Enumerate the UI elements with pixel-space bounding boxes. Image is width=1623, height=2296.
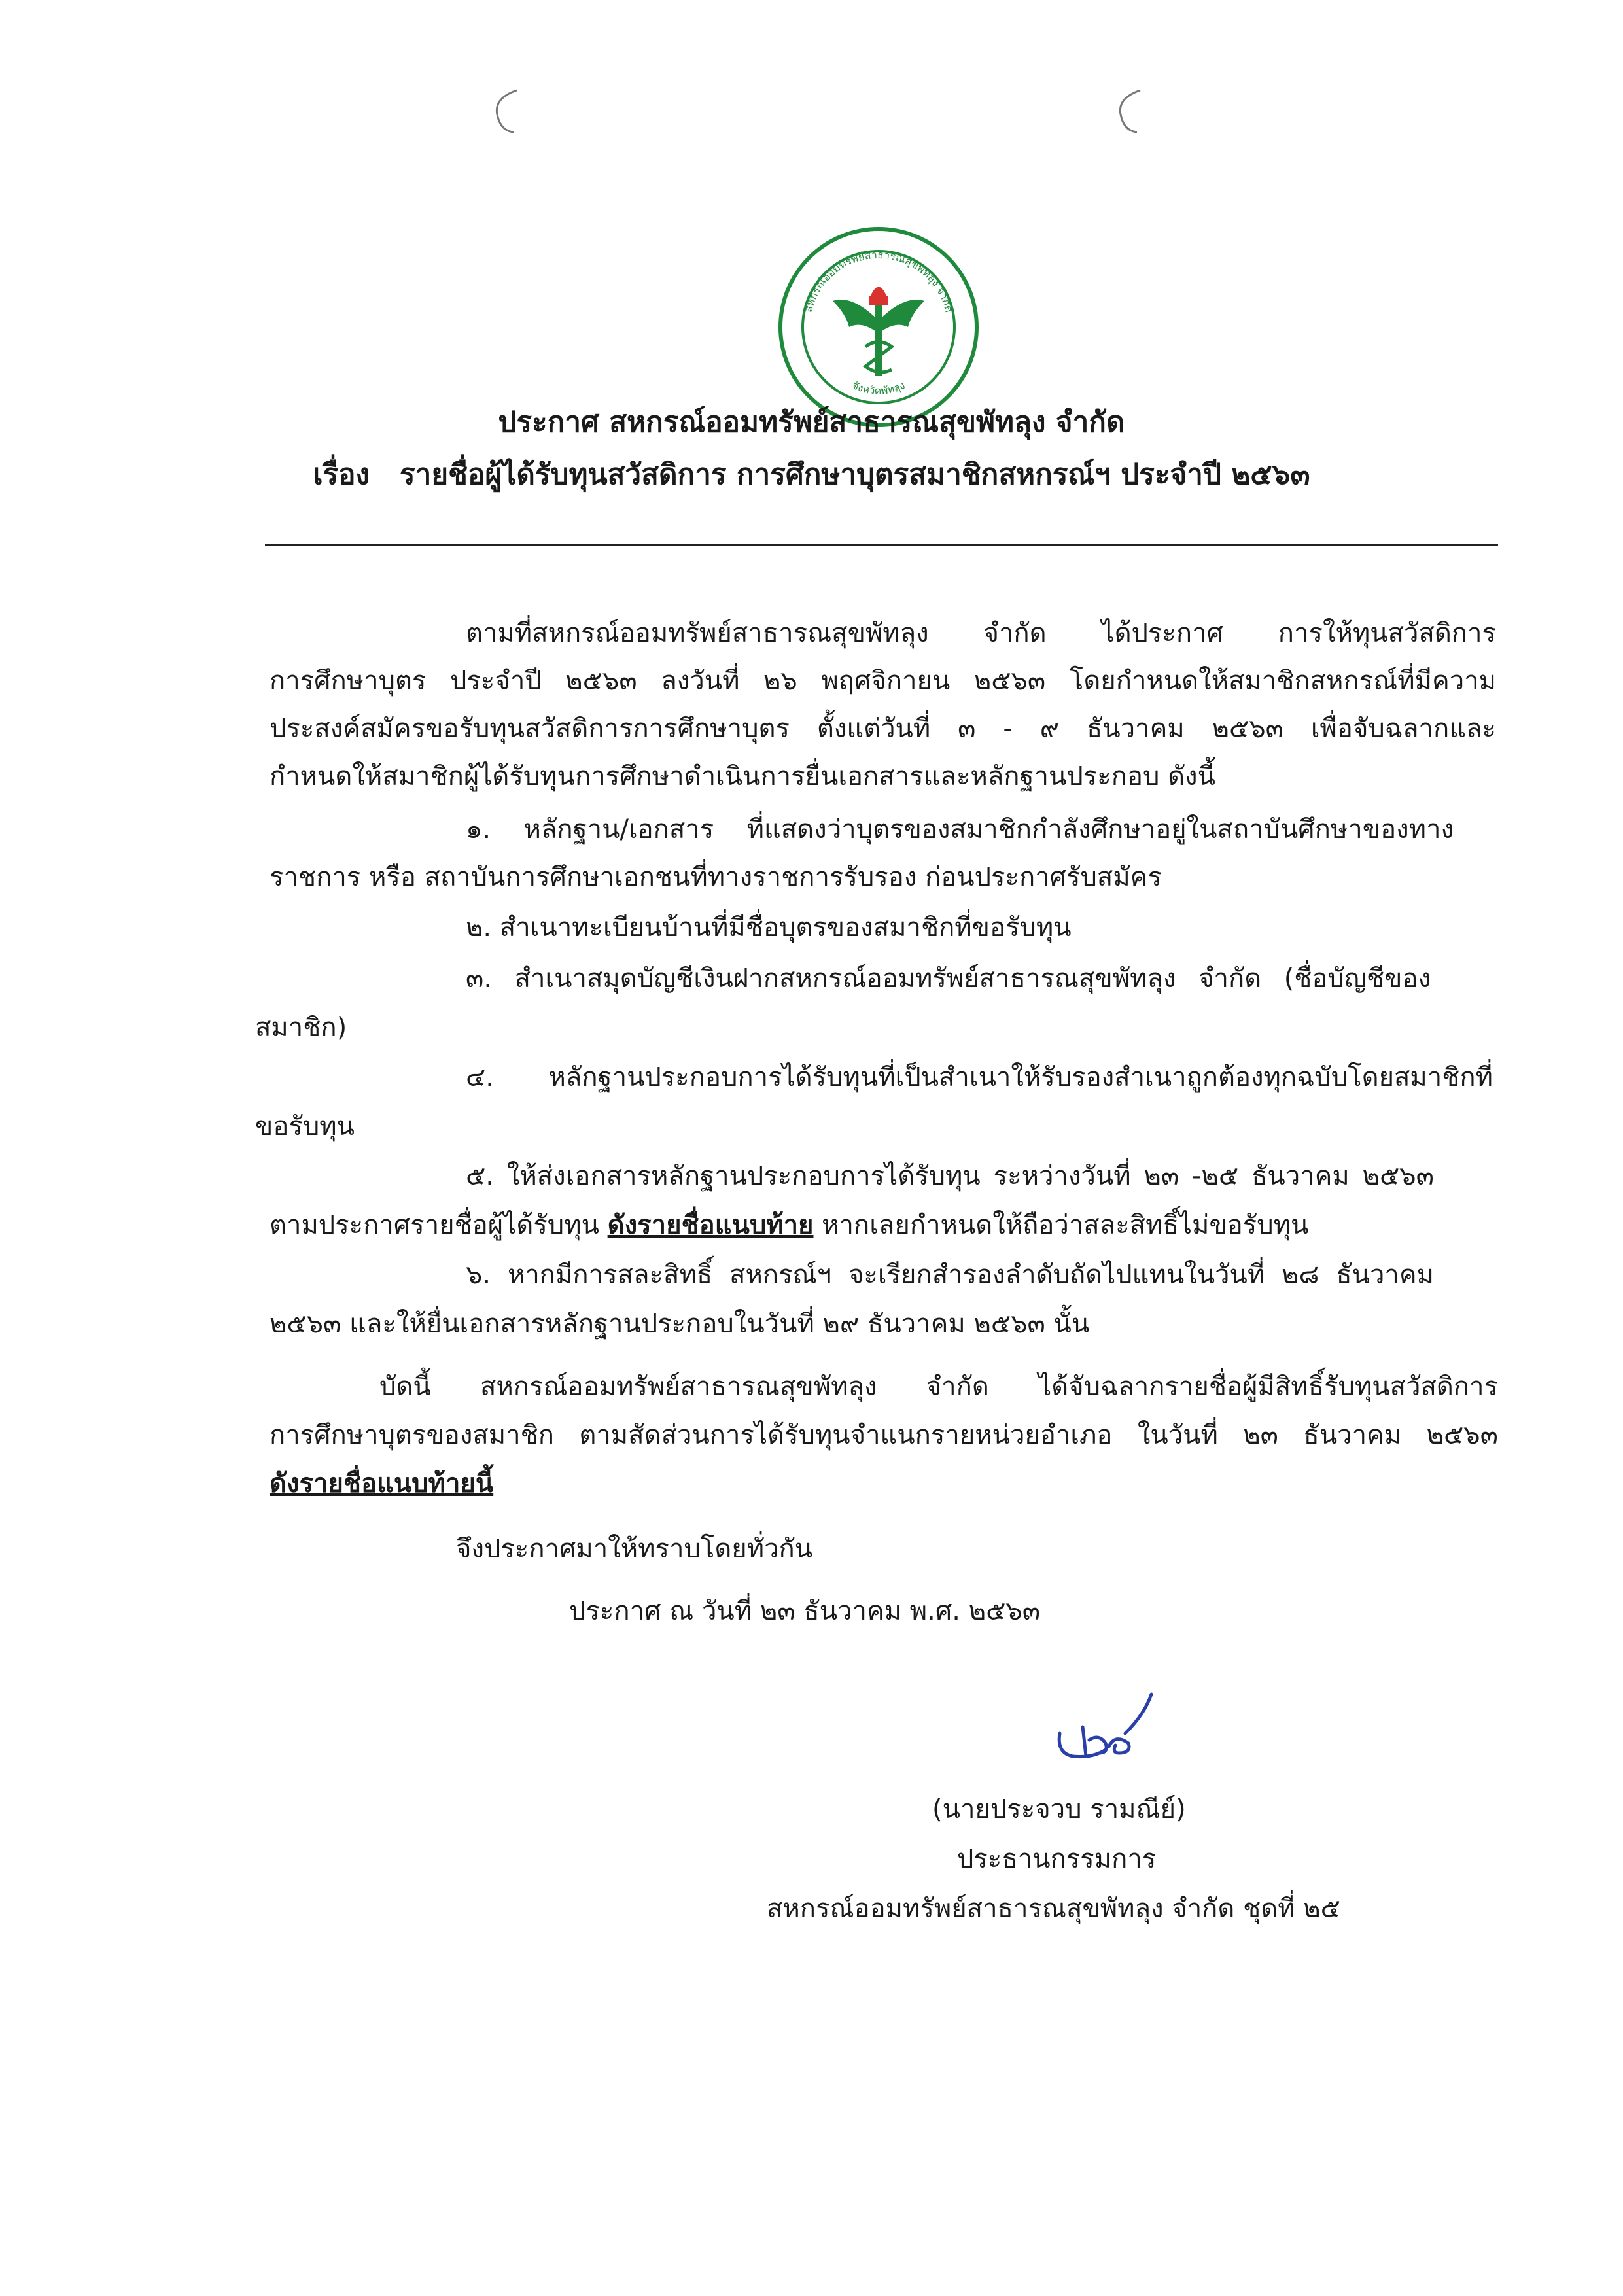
signature-image <box>1047 1688 1158 1773</box>
announcement-date: ประกาศ ณ วันที่ ๒๓ ธันวาคม พ.ศ. ๒๕๖๓ <box>569 1596 1041 1626</box>
attached-list-reference: ดังรายชื่อแนบท้ายนี้ <box>270 1469 494 1499</box>
punch-hole-mark-right <box>1111 85 1150 137</box>
list-item: ๕. ให้ส่งเอกสารหลักฐานประกอบการได้รับทุน ระหว่างวันที่ ๒๓ -๒๕ ธันวาคม ๒๕๖๓ <box>466 1161 1434 1191</box>
punch-hole-mark-left <box>487 85 527 137</box>
paragraph-line: การศึกษาบุตรของสมาชิก ตามสัดส่วนการได้รับทุนจำแนกรายหน่วยอำเภอ ในวันที่ ๒๓ ธันวาคม ๒๕๖๓ <box>270 1420 1498 1450</box>
paragraph-line: ประสงค์สมัครขอรับทุนสวัสดิการการศึกษาบุตร ตั้งแต่วันที่ ๓ - ๙ ธันวาคม ๒๕๖๓ เพื่อจับฉลากและ <box>270 714 1496 744</box>
signatory-position: ประธานกรรมการ <box>957 1844 1157 1874</box>
paragraph-line: ตามที่สหกรณ์ออมทรัพย์สาธารณสุขพัทลุง จำกัด ได้ประกาศ การให้ทุนสวัสดิการ <box>466 618 1496 648</box>
list-item: ๖. หากมีการสละสิทธิ์ สหกรณ์ฯ จะเรียกสำรองลำดับถัดไปแทนในวันที่ ๒๘ ธันวาคม <box>466 1260 1434 1290</box>
subject-label: เรื่อง <box>313 458 370 491</box>
attached-list-reference: ดังรายชื่อแนบท้าย <box>607 1210 814 1240</box>
text-segment: หากเลยกำหนดให้ถือว่าสละสิทธิ์ไม่ขอรับทุน <box>813 1210 1309 1240</box>
paragraph-line: กำหนดให้สมาชิกผู้ได้รับทุนการศึกษาดำเนินการยื่นเอกสารและหลักฐานประกอบ ดังนี้ <box>270 761 1215 791</box>
list-item-continuation: ราชการ หรือ สถาบันการศึกษาเอกชนที่ทางราชการรับรอง ก่อนประกาศรับสมัคร <box>270 862 1162 892</box>
list-item-continuation: สมาชิก) <box>255 1013 347 1043</box>
closing-statement: จึงประกาศมาให้ทราบโดยทั่วกัน <box>456 1534 813 1564</box>
paragraph-line: บัดนี้ สหกรณ์ออมทรัพย์สาธารณสุขพัทลุง จำกัด ได้จับฉลากรายชื่อผู้มีสิทธิ์รับทุนสวัสดิการ <box>379 1372 1498 1402</box>
announcement-subject <box>0 455 1623 495</box>
list-item-continuation: ๒๕๖๓ และให้ยื่นเอกสารหลักฐานประกอบในวันที่ ๒๙ ธันวาคม ๒๕๖๓ นั้น <box>270 1309 1090 1339</box>
text-segment: ตามประกาศรายชื่อผู้ได้รับทุน <box>270 1210 608 1240</box>
logo-name-text: สหกรณ์ออมทรัพย์สาธารณสุขพัทลุง จำกัด <box>801 248 956 314</box>
logo-province-text: จังหวัดพัทลุง <box>850 379 907 397</box>
list-item: ๓. สำเนาสมุดบัญชีเงินฝากสหกรณ์ออมทรัพย์สาธารณสุขพัทลุง จำกัด (ชื่อบัญชีของ <box>466 964 1431 994</box>
signatory-name: (นายประจวบ รามณีย์) <box>932 1794 1186 1824</box>
list-item-continuation <box>270 1207 1308 1244</box>
signatory-organization: สหกรณ์ออมทรัพย์สาธารณสุขพัทลุง จำกัด ชุดที่ ๒๕ <box>767 1894 1340 1924</box>
paragraph-line: การศึกษาบุตร ประจำปี ๒๕๖๓ ลงวันที่ ๒๖ พฤศจิกายน ๒๕๖๓ โดยกำหนดให้สมาชิกสหกรณ์ที่มีความ <box>270 666 1496 696</box>
subject-text: รายชื่อผู้ได้รับทุนสวัสดิการ การศึกษาบุตรสมาชิกสหกรณ์ฯ ประจำปี ๒๕๖๓ <box>400 458 1310 491</box>
list-item: ๑. หลักฐาน/เอกสาร ที่แสดงว่าบุตรของสมาชิกกำลังศึกษาอยู่ในสถาบันศึกษาของทาง <box>466 814 1454 844</box>
list-item: ๔. หลักฐานประกอบการได้รับทุนที่เป็นสำเนาให้รับรองสำเนาถูกต้องทุกฉบับโดยสมาชิกที่ <box>466 1062 1493 1092</box>
cooperative-seal-logo <box>774 222 983 432</box>
list-item-continuation: ขอรับทุน <box>255 1111 355 1141</box>
list-item: ๒. สำเนาทะเบียนบ้านที่มีชื่อบุตรของสมาชิกที่ขอรับทุน <box>466 913 1072 943</box>
title-divider <box>265 544 1498 546</box>
announcement-title: ประกาศ สหกรณ์ออมทรัพย์สาธารณสุขพัทลุง จำกัด <box>498 406 1125 439</box>
svg-text:จังหวัดพัทลุง <box>850 379 907 397</box>
